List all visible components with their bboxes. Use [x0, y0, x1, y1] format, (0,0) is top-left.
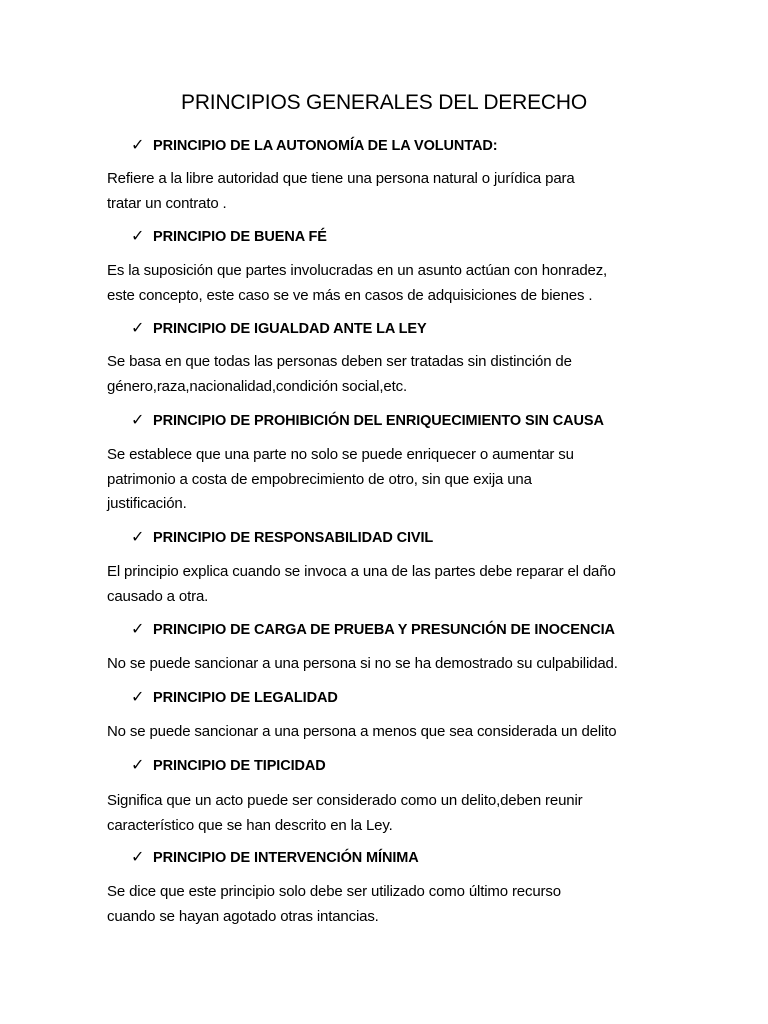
checkmark-icon: ✓: [131, 137, 145, 154]
section-paragraph-intervencion: [107, 880, 677, 929]
section-heading-igualdad: [131, 318, 427, 338]
paragraph-line: tratar un contrato .: [107, 194, 227, 212]
checkmark-icon: ✓: [131, 621, 145, 638]
section-heading-label: PRINCIPIO DE LEGALIDAD: [153, 690, 338, 706]
section-heading-carga-prueba: [131, 619, 615, 639]
paragraph-line: patrimonio a costa de empobrecimiento de otro, sin que exija una: [107, 470, 532, 488]
paragraph-line: Se dice que este principio solo debe ser utilizado como último recurso: [107, 883, 561, 900]
section-heading-label: PRINCIPIO DE TIPICIDAD: [153, 758, 326, 774]
paragraph-line: Significa que un acto puede ser considerado como un delito,deben reunir: [107, 792, 583, 809]
paragraph-line: género,raza,nacionalidad,condición social,etc.: [107, 377, 407, 395]
paragraph-line: No se puede sancionar a una persona a menos que sea considerada un delito: [107, 723, 617, 740]
section-paragraph-responsabilidad: [107, 560, 677, 609]
section-paragraph-tipicidad: [107, 789, 677, 838]
page-title: PRINCIPIOS GENERALES DEL DERECHO: [181, 91, 587, 114]
checkmark-icon: ✓: [131, 849, 145, 866]
section-paragraph-carga-prueba: [107, 652, 677, 677]
checkmark-icon: ✓: [131, 320, 145, 337]
section-heading-label: PRINCIPIO DE BUENA FÉ: [153, 229, 327, 245]
section-heading-label: PRINCIPIO DE INTERVENCIÓN MÍNIMA: [153, 850, 419, 866]
section-heading-tipicidad: [131, 755, 326, 775]
section-heading-autonomia: [131, 135, 497, 155]
paragraph-line: este concepto, este caso se ve más en casos de adquisiciones de bienes .: [107, 286, 593, 304]
section-paragraph-legalidad: [107, 720, 677, 745]
paragraph-line: cuando se hayan agotado otras intancias.: [107, 907, 379, 925]
paragraph-line: No se puede sancionar a una persona si no se ha demostrado su culpabilidad.: [107, 655, 618, 672]
section-paragraph-autonomia: [107, 167, 677, 216]
checkmark-icon: ✓: [131, 412, 145, 429]
section-paragraph-igualdad: [107, 350, 677, 399]
section-heading-label: PRINCIPIO DE LA AUTONOMÍA DE LA VOLUNTAD:: [153, 138, 498, 154]
section-heading-buena-fe: [131, 226, 327, 246]
paragraph-line: Se basa en que todas las personas deben ser tratadas sin distinción de: [107, 353, 572, 370]
section-heading-intervencion: [131, 847, 419, 867]
section-heading-legalidad: [131, 687, 338, 707]
checkmark-icon: ✓: [131, 757, 145, 774]
paragraph-line: Es la suposición que partes involucradas en un asunto actúan con honradez,: [107, 262, 608, 279]
section-heading-label: PRINCIPIO DE PROHIBICIÓN DEL ENRIQUECIMIENTO SIN CAUSA: [153, 413, 604, 429]
section-heading-enriquecimiento: [131, 410, 604, 430]
checkmark-icon: ✓: [131, 228, 145, 245]
section-paragraph-enriquecimiento: [107, 443, 677, 517]
paragraph-line: justificación.: [107, 495, 187, 512]
paragraph-line: característico que se han descrito en la Ley.: [107, 816, 393, 834]
paragraph-line: Refiere a la libre autoridad que tiene una persona natural o jurídica para: [107, 170, 575, 187]
paragraph-line: El principio explica cuando se invoca a una de las partes debe reparar el daño: [107, 563, 616, 580]
paragraph-line: causado a otra.: [107, 587, 209, 605]
section-heading-responsabilidad: [131, 527, 433, 547]
checkmark-icon: ✓: [131, 529, 145, 546]
checkmark-icon: ✓: [131, 689, 145, 706]
section-heading-label: PRINCIPIO DE RESPONSABILIDAD CIVIL: [153, 530, 434, 546]
paragraph-line: Se establece que una parte no solo se puede enriquecer o aumentar su: [107, 446, 574, 463]
section-heading-label: PRINCIPIO DE CARGA DE PRUEBA Y PRESUNCIÓN DE INOCENCIA: [153, 622, 615, 638]
section-heading-label: PRINCIPIO DE IGUALDAD ANTE LA LEY: [153, 321, 427, 337]
section-paragraph-buena-fe: [107, 259, 677, 308]
